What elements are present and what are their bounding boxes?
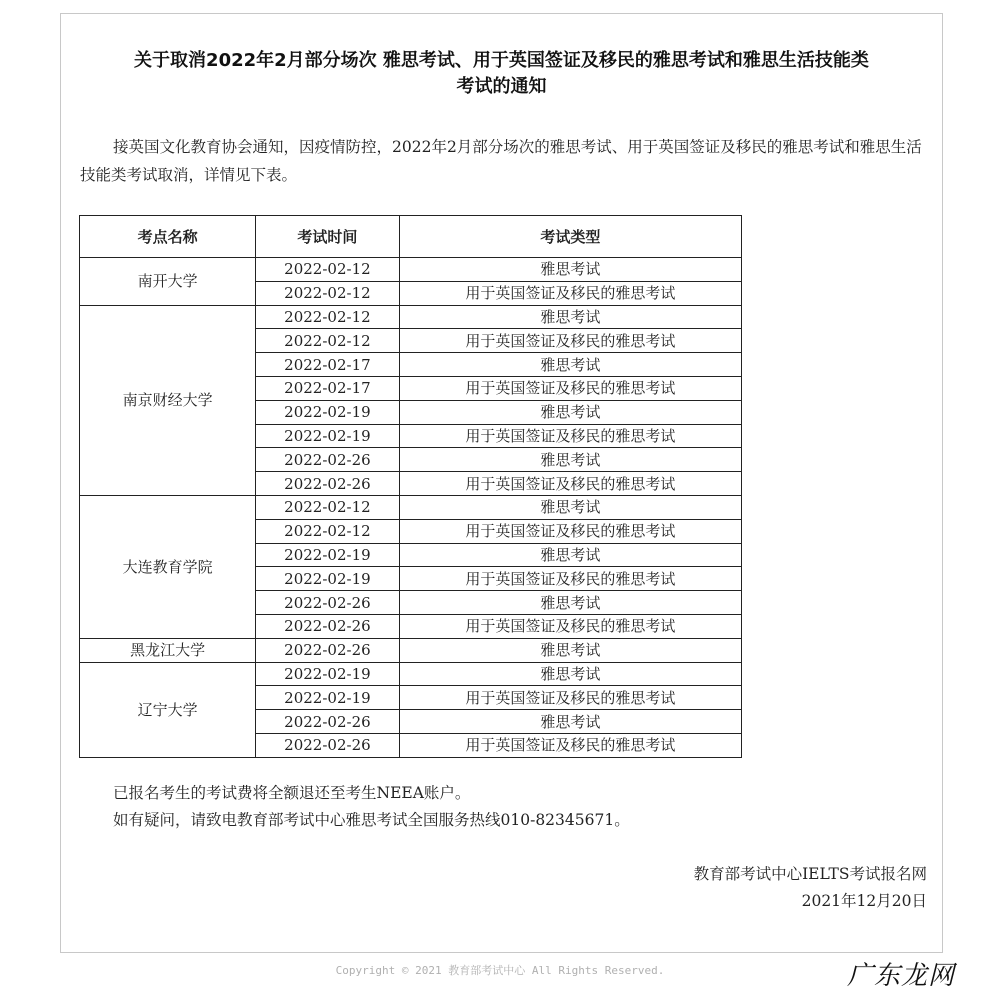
refund-note: 已报名考生的考试费将全额退还至考生NEEA账户。 (113, 784, 471, 802)
venue-cell: 南京财经大学 (80, 305, 256, 495)
date-cell: 2022-02-12 (256, 495, 399, 519)
date-cell: 2022-02-26 (256, 448, 399, 472)
date-cell: 2022-02-19 (256, 662, 399, 686)
date-cell: 2022-02-26 (256, 710, 399, 734)
exam-type-cell: 用于英国签证及移民的雅思考试 (399, 424, 741, 448)
table-row (80, 495, 742, 519)
cancelled-exams-table (79, 215, 742, 758)
table-row (80, 258, 742, 282)
exam-type-cell: 雅思考试 (399, 638, 741, 662)
exam-type-cell: 雅思考试 (399, 543, 741, 567)
exam-type-cell: 用于英国签证及移民的雅思考试 (399, 472, 741, 496)
exam-type-cell: 用于英国签证及移民的雅思考试 (399, 567, 741, 591)
exam-type-cell: 用于英国签证及移民的雅思考试 (399, 733, 741, 757)
header-type: 考试类型 (399, 216, 741, 258)
venue-cell: 南开大学 (80, 258, 256, 306)
table-body (80, 258, 742, 758)
exam-type-cell: 用于英国签证及移民的雅思考试 (399, 281, 741, 305)
exam-type-cell: 用于英国签证及移民的雅思考试 (399, 686, 741, 710)
date-cell: 2022-02-12 (256, 281, 399, 305)
hotline-note: 如有疑问，请致电教育部考试中心雅思考试全国服务热线010-82345671。 (113, 811, 630, 829)
exam-type-cell: 雅思考试 (399, 400, 741, 424)
exam-type-cell: 雅思考试 (399, 591, 741, 615)
date-cell: 2022-02-26 (256, 591, 399, 615)
date-cell: 2022-02-26 (256, 733, 399, 757)
venue-cell: 辽宁大学 (80, 662, 256, 757)
date-cell: 2022-02-12 (256, 258, 399, 282)
exam-type-cell: 雅思考试 (399, 353, 741, 377)
exam-type-cell: 用于英国签证及移民的雅思考试 (399, 329, 741, 353)
venue-cell: 大连教育学院 (80, 495, 256, 638)
table-row (80, 662, 742, 686)
notice-title (60, 48, 943, 100)
watermark-logo: 广东龙网 (846, 961, 955, 991)
date-cell: 2022-02-19 (256, 567, 399, 591)
date-cell: 2022-02-19 (256, 686, 399, 710)
header-venue: 考点名称 (80, 216, 256, 258)
date-cell: 2022-02-19 (256, 400, 399, 424)
date-cell: 2022-02-26 (256, 614, 399, 638)
copyright-footer: Copyright © 2021 教育部考试中心 All Rights Reserved. (335, 964, 665, 977)
title-line-2: 考试的通知 (456, 76, 547, 97)
date-cell: 2022-02-12 (256, 329, 399, 353)
exam-type-cell: 用于英国签证及移民的雅思考试 (399, 614, 741, 638)
venue-cell: 黑龙江大学 (80, 638, 256, 662)
signature: 教育部考试中心IELTS考试报名网 (693, 865, 927, 883)
exam-type-cell: 雅思考试 (399, 662, 741, 686)
header-date: 考试时间 (256, 216, 399, 258)
date-cell: 2022-02-12 (256, 519, 399, 543)
table-row (80, 305, 742, 329)
exam-type-cell: 雅思考试 (399, 305, 741, 329)
exam-type-cell: 雅思考试 (399, 710, 741, 734)
exam-type-cell: 用于英国签证及移民的雅思考试 (399, 376, 741, 400)
date-cell: 2022-02-19 (256, 543, 399, 567)
exam-type-cell: 雅思考试 (399, 448, 741, 472)
exam-type-cell: 雅思考试 (399, 495, 741, 519)
date-cell: 2022-02-17 (256, 376, 399, 400)
table-header-row (80, 216, 742, 258)
date-cell: 2022-02-19 (256, 424, 399, 448)
exam-type-cell: 雅思考试 (399, 258, 741, 282)
date-cell: 2022-02-12 (256, 305, 399, 329)
intro-paragraph: 接英国文化教育协会通知，因疫情防控，2022年2月部分场次的雅思考试、用于英国签证及移民的雅思考试和雅思生活技能类考试取消，详情见下表。 (80, 138, 922, 184)
title-line-1: 关于取消2022年2月部分场次 雅思考试、用于英国签证及移民的雅思考试和雅思生活技能类 (134, 50, 869, 71)
notice-date: 2021年12月20日 (801, 892, 927, 910)
date-cell: 2022-02-17 (256, 353, 399, 377)
date-cell: 2022-02-26 (256, 472, 399, 496)
table-row (80, 638, 742, 662)
date-cell: 2022-02-26 (256, 638, 399, 662)
exam-type-cell: 用于英国签证及移民的雅思考试 (399, 519, 741, 543)
